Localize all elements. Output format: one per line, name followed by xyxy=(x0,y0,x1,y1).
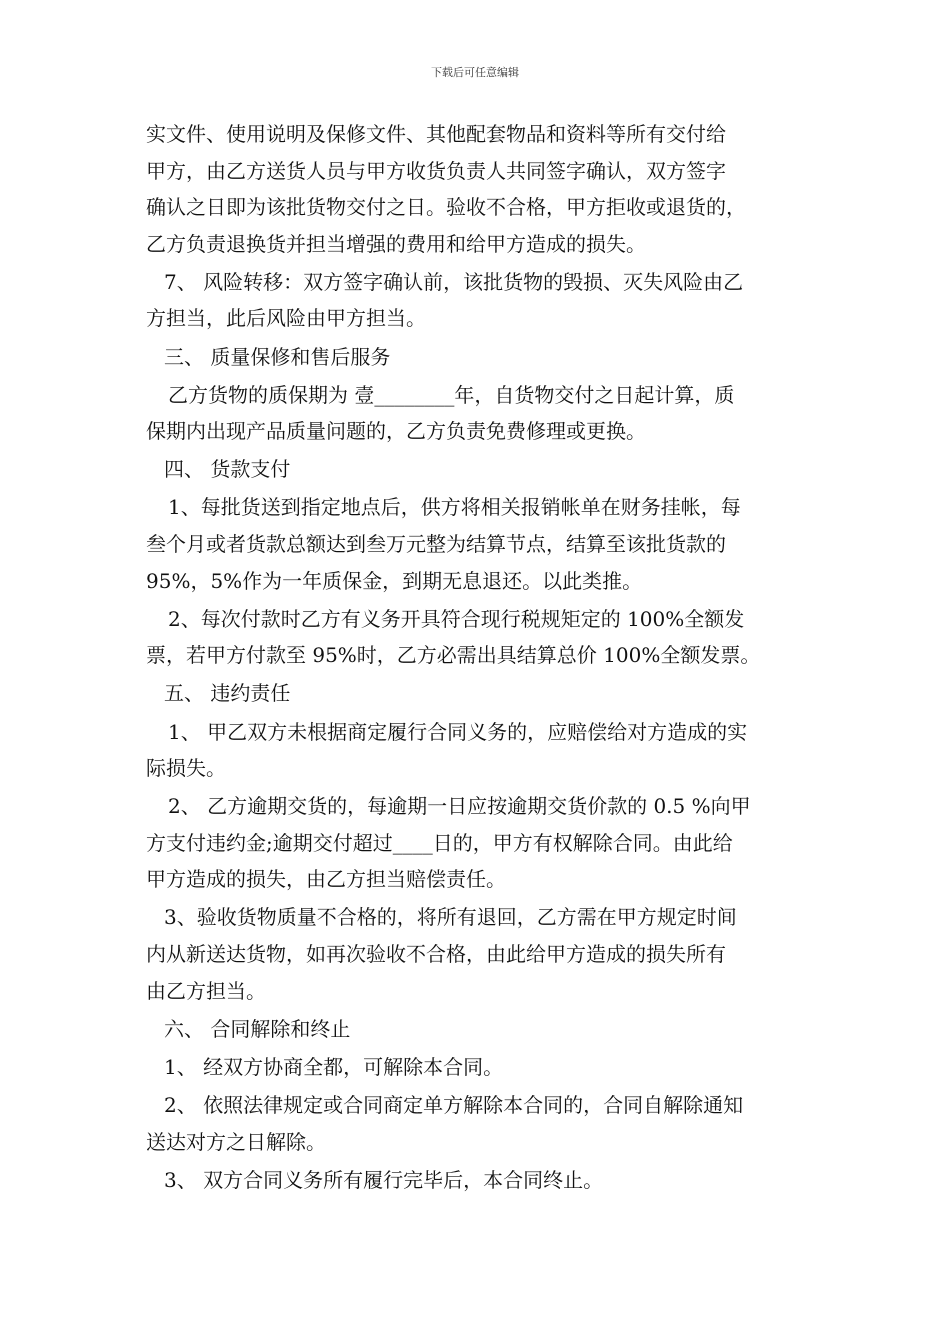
text-line: 五、 违约责任 xyxy=(164,681,291,706)
text-line: 甲方，由乙方送货人员与甲方收货负责人共同签字确认，双方签字 xyxy=(146,158,726,183)
text-line: 确认之日即为该批货物交付之日。验收不合格，甲方拒收或退货的， xyxy=(146,195,746,220)
text-line: 叁个月或者货款总额达到叁万元整为结算节点，结算至该批货款的 xyxy=(146,532,726,557)
text-line: 2、每次付款时乙方有义务开具符合现行税规矩定的 100%全额发 xyxy=(168,606,745,631)
text-line: 3、验收货物质量不合格的，将所有退回，乙方需在甲方规定时间 xyxy=(164,905,737,930)
text-line: 六、 合同解除和终止 xyxy=(164,1016,351,1041)
document-body xyxy=(146,116,810,1198)
text-line: 乙方负责退换货并担当增强的费用和给甲方造成的损失。 xyxy=(146,231,646,256)
text-line: 3、 双方合同义务所有履行完毕后，本合同终止。 xyxy=(164,1167,604,1192)
text-line: 2、 乙方逾期交货的，每逾期一日应按逾期交货价款的 0.5 %向甲 xyxy=(168,794,751,819)
text-line: 四、 货款支付 xyxy=(164,457,291,482)
text-line: 保期内出现产品质量问题的，乙方负责免费修理或更换。 xyxy=(146,419,646,444)
text-line: 乙方货物的质保期为 壹________年，自货物交付之日起计算，质 xyxy=(168,382,735,407)
text-line: 7、 风险转移：双方签字确认前，该批货物的毁损、灭失风险由乙 xyxy=(164,269,744,294)
text-line: 2、 依照法律规定或合同商定单方解除本合同的，合同自解除通知 xyxy=(164,1092,744,1117)
text-line: 实文件、使用说明及保修文件、其他配套物品和资料等所有交付给 xyxy=(146,122,726,146)
text-line: 票，若甲方付款至 95%时，乙方必需出具结算总价 100%全额发票。 xyxy=(146,643,761,668)
text-line: 送达对方之日解除。 xyxy=(146,1129,326,1154)
text-line: 由乙方担当。 xyxy=(146,978,266,1003)
text-line: 甲方造成的损失，由乙方担当赔偿责任。 xyxy=(146,867,506,892)
page-header: 下载后可任意编辑 xyxy=(431,66,519,79)
text-line: 1、每批货送到指定地点后，供方将相关报销帐单在财务挂帐，每 xyxy=(168,495,741,520)
text-line: 1、 甲乙双方未根据商定履行合同义务的，应赔偿给对方造成的实 xyxy=(168,719,748,744)
text-line: 际损失。 xyxy=(146,756,226,781)
text-line: 1、 经双方协商全都，可解除本合同。 xyxy=(164,1054,504,1079)
text-line: 内从新送达货物，如再次验收不合格，由此给甲方造成的损失所有 xyxy=(146,942,726,967)
text-line: 方支付违约金;逾期交付超过____日的，甲方有权解除合同。由此给 xyxy=(146,830,733,855)
text-line: 三、 质量保修和售后服务 xyxy=(164,344,391,369)
text-line: 方担当，此后风险由甲方担当。 xyxy=(146,306,426,331)
text-line: 95%，5%作为一年质保金，到期无息退还。以此类推。 xyxy=(146,568,643,593)
